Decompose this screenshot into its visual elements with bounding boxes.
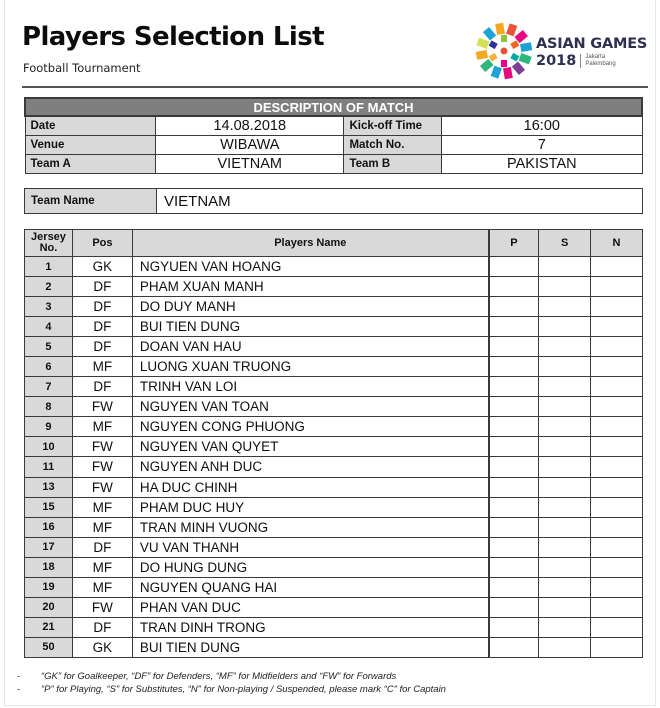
player-name: VU VAN THANH	[132, 537, 488, 557]
note-positions-text: “GK” for Goalkeeper, “DF” for Defenders, “MF” for Midfielders and “FW” for Forwards	[41, 671, 397, 682]
player-position: FW	[72, 597, 132, 617]
player-row	[25, 617, 643, 637]
player-row	[25, 297, 643, 317]
substitute-mark-cell[interactable]	[539, 257, 591, 277]
playing-mark-cell[interactable]	[489, 337, 539, 357]
players-table	[24, 229, 643, 658]
playing-mark-cell[interactable]	[489, 497, 539, 517]
note-positions	[17, 670, 446, 683]
playing-mark-cell[interactable]	[489, 537, 539, 557]
substitute-mark-cell[interactable]	[539, 477, 591, 497]
jersey-number: 2	[25, 277, 73, 297]
player-position: FW	[72, 437, 132, 457]
non-playing-mark-cell[interactable]	[591, 397, 643, 417]
player-name: NGUYEN QUANG HAI	[132, 577, 488, 597]
jersey-number: 1	[25, 257, 73, 277]
player-position: FW	[72, 397, 132, 417]
jersey-number: 13	[25, 477, 73, 497]
logo-city-jakarta: Jakarta	[585, 54, 606, 60]
team-a-value: VIETNAM	[156, 154, 344, 173]
non-playing-mark-cell[interactable]	[591, 337, 643, 357]
player-row	[25, 277, 643, 297]
header-divider	[22, 86, 648, 88]
logo-title: ASIAN GAMES	[536, 36, 648, 52]
playing-mark-cell[interactable]	[489, 397, 539, 417]
col-header-p: P	[489, 230, 539, 257]
player-name: NGUYEN VAN QUYET	[132, 437, 488, 457]
note-status-text: “P” for Playing, “S” for Substitutes, “N” for Non-playing / Suspended, please mark “C” for Captain	[41, 684, 446, 695]
player-position: DF	[72, 277, 132, 297]
non-playing-mark-cell[interactable]	[591, 317, 643, 337]
team-name-value: VIETNAM	[157, 189, 643, 214]
player-position: MF	[72, 517, 132, 537]
player-row	[25, 637, 643, 657]
col-header-n: N	[591, 230, 643, 257]
venue-value: WIBAWA	[156, 135, 344, 154]
playing-mark-cell[interactable]	[489, 577, 539, 597]
legend-notes	[17, 670, 446, 696]
player-row	[25, 417, 643, 437]
player-name: NGUYEN CONG PHUONG	[132, 417, 488, 437]
playing-mark-cell[interactable]	[489, 437, 539, 457]
player-position: GK	[72, 257, 132, 277]
playing-mark-cell[interactable]	[489, 417, 539, 437]
substitute-mark-cell[interactable]	[539, 637, 591, 657]
jersey-number: 50	[25, 637, 73, 657]
player-position: GK	[72, 637, 132, 657]
non-playing-mark-cell[interactable]	[591, 377, 643, 397]
non-playing-mark-cell[interactable]	[591, 597, 643, 617]
player-row	[25, 477, 643, 497]
kickoff-time-value: 16:00	[442, 116, 642, 135]
jersey-number: 6	[25, 357, 73, 377]
jersey-number: 4	[25, 317, 73, 337]
playing-mark-cell[interactable]	[489, 317, 539, 337]
non-playing-mark-cell[interactable]	[591, 437, 643, 457]
playing-mark-cell[interactable]	[489, 637, 539, 657]
note-bullet: -	[17, 684, 21, 695]
match-row-venue	[25, 135, 642, 154]
col-header-jersey	[25, 230, 73, 257]
playing-mark-cell[interactable]	[489, 377, 539, 397]
substitute-mark-cell[interactable]	[539, 397, 591, 417]
substitute-mark-cell[interactable]	[539, 297, 591, 317]
logo-divider	[580, 54, 581, 68]
jersey-number: 11	[25, 457, 73, 477]
player-row	[25, 517, 643, 537]
match-row-date	[25, 116, 642, 135]
player-row	[25, 457, 643, 477]
player-position: DF	[72, 377, 132, 397]
player-position: DF	[72, 337, 132, 357]
playing-mark-cell[interactable]	[489, 457, 539, 477]
playing-mark-cell[interactable]	[489, 517, 539, 537]
player-name: NGYUEN VAN HOANG	[132, 257, 488, 277]
player-name: PHAM DUC HUY	[132, 497, 488, 517]
team-a-label: Team A	[25, 154, 156, 173]
player-position: FW	[72, 457, 132, 477]
non-playing-mark-cell[interactable]	[591, 417, 643, 437]
logo-city-palembang: Palembang	[585, 61, 616, 67]
substitute-mark-cell[interactable]	[539, 357, 591, 377]
date-value: 14.08.2018	[156, 116, 344, 135]
player-position: MF	[72, 417, 132, 437]
jersey-number: 8	[25, 397, 73, 417]
player-position: DF	[72, 297, 132, 317]
col-header-jersey-line1: Jersey	[31, 231, 66, 243]
jersey-number: 19	[25, 577, 73, 597]
kickoff-time-label: Kick-off Time	[344, 116, 442, 135]
player-row	[25, 257, 643, 277]
playing-mark-cell[interactable]	[489, 617, 539, 637]
jersey-number: 21	[25, 617, 73, 637]
logo-cities	[585, 54, 615, 68]
player-row	[25, 597, 643, 617]
player-name: TRINH VAN LOI	[132, 377, 488, 397]
asian-games-emblem-icon	[475, 22, 533, 80]
non-playing-mark-cell[interactable]	[591, 537, 643, 557]
non-playing-mark-cell[interactable]	[591, 617, 643, 637]
non-playing-mark-cell[interactable]	[591, 457, 643, 477]
player-position: MF	[72, 357, 132, 377]
team-name-table	[24, 188, 643, 214]
player-row	[25, 397, 643, 417]
player-name: PHAM XUAN MANH	[132, 277, 488, 297]
jersey-number: 3	[25, 297, 73, 317]
col-header-name: Players Name	[132, 230, 488, 257]
player-name: BUI TIEN DUNG	[132, 637, 488, 657]
substitute-mark-cell[interactable]	[539, 437, 591, 457]
substitute-mark-cell[interactable]	[539, 557, 591, 577]
date-label: Date	[25, 116, 156, 135]
jersey-number: 9	[25, 417, 73, 437]
player-row	[25, 497, 643, 517]
logo-year: 2018	[536, 53, 577, 69]
player-name: LUONG XUAN TRUONG	[132, 357, 488, 377]
player-row	[25, 317, 643, 337]
playing-mark-cell[interactable]	[489, 357, 539, 377]
non-playing-mark-cell[interactable]	[591, 257, 643, 277]
player-name: HA DUC CHINH	[132, 477, 488, 497]
player-name: DO HUNG DUNG	[132, 557, 488, 577]
col-header-jersey-line2: No.	[39, 242, 58, 254]
player-name: PHAN VAN DUC	[132, 597, 488, 617]
jersey-number: 16	[25, 517, 73, 537]
col-header-s: S	[539, 230, 591, 257]
team-b-label: Team B	[344, 154, 442, 173]
playing-mark-cell[interactable]	[489, 477, 539, 497]
non-playing-mark-cell[interactable]	[591, 637, 643, 657]
substitute-mark-cell[interactable]	[539, 617, 591, 637]
col-header-pos: Pos	[72, 230, 132, 257]
player-row	[25, 577, 643, 597]
match-number-value: 7	[442, 135, 642, 154]
note-bullet: -	[17, 671, 21, 682]
player-name: NGUYEN VAN TOAN	[132, 397, 488, 417]
player-position: DF	[72, 617, 132, 637]
substitute-mark-cell[interactable]	[539, 597, 591, 617]
non-playing-mark-cell[interactable]	[591, 517, 643, 537]
substitute-mark-cell[interactable]	[539, 417, 591, 437]
team-name-label: Team Name	[25, 189, 157, 214]
player-name: DO DUY MANH	[132, 297, 488, 317]
player-position: DF	[72, 537, 132, 557]
non-playing-mark-cell[interactable]	[591, 277, 643, 297]
player-position: MF	[72, 577, 132, 597]
page-subtitle: Football Tournament	[23, 61, 141, 75]
player-row	[25, 557, 643, 577]
substitute-mark-cell[interactable]	[539, 497, 591, 517]
substitute-mark-cell[interactable]	[539, 577, 591, 597]
jersey-number: 15	[25, 497, 73, 517]
non-playing-mark-cell[interactable]	[591, 557, 643, 577]
player-row	[25, 337, 643, 357]
non-playing-mark-cell[interactable]	[591, 297, 643, 317]
jersey-number: 7	[25, 377, 73, 397]
jersey-number: 20	[25, 597, 73, 617]
playing-mark-cell[interactable]	[489, 257, 539, 277]
venue-label: Venue	[25, 135, 156, 154]
jersey-number: 10	[25, 437, 73, 457]
page-title: Players Selection List	[22, 22, 324, 52]
substitute-mark-cell[interactable]	[539, 317, 591, 337]
player-row	[25, 357, 643, 377]
playing-mark-cell[interactable]	[489, 597, 539, 617]
player-row	[25, 537, 643, 557]
jersey-number: 5	[25, 337, 73, 357]
match-description-banner: DESCRIPTION OF MATCH	[25, 98, 642, 116]
playing-mark-cell[interactable]	[489, 277, 539, 297]
match-row-teams	[25, 154, 642, 173]
substitute-mark-cell[interactable]	[539, 457, 591, 477]
player-position: MF	[72, 557, 132, 577]
player-name: DOAN VAN HAU	[132, 337, 488, 357]
substitute-mark-cell[interactable]	[539, 277, 591, 297]
player-name: TRAN MINH VUONG	[132, 517, 488, 537]
playing-mark-cell[interactable]	[489, 297, 539, 317]
player-name: BUI TIEN DUNG	[132, 317, 488, 337]
non-playing-mark-cell[interactable]	[591, 477, 643, 497]
substitute-mark-cell[interactable]	[539, 517, 591, 537]
substitute-mark-cell[interactable]	[539, 337, 591, 357]
match-description-table	[24, 97, 643, 174]
match-number-label: Match No.	[344, 135, 442, 154]
player-position: DF	[72, 317, 132, 337]
non-playing-mark-cell[interactable]	[591, 577, 643, 597]
note-status	[17, 683, 446, 696]
non-playing-mark-cell[interactable]	[591, 357, 643, 377]
asian-games-logo-text	[536, 36, 647, 69]
player-row	[25, 437, 643, 457]
playing-mark-cell[interactable]	[489, 557, 539, 577]
players-table-header	[25, 230, 643, 257]
team-b-value: PAKISTAN	[442, 154, 642, 173]
jersey-number: 18	[25, 557, 73, 577]
substitute-mark-cell[interactable]	[539, 537, 591, 557]
jersey-number: 17	[25, 537, 73, 557]
player-row	[25, 377, 643, 397]
player-name: TRAN DINH TRONG	[132, 617, 488, 637]
non-playing-mark-cell[interactable]	[591, 497, 643, 517]
player-name: NGUYEN ANH DUC	[132, 457, 488, 477]
player-position: FW	[72, 477, 132, 497]
player-position: MF	[72, 497, 132, 517]
substitute-mark-cell[interactable]	[539, 377, 591, 397]
